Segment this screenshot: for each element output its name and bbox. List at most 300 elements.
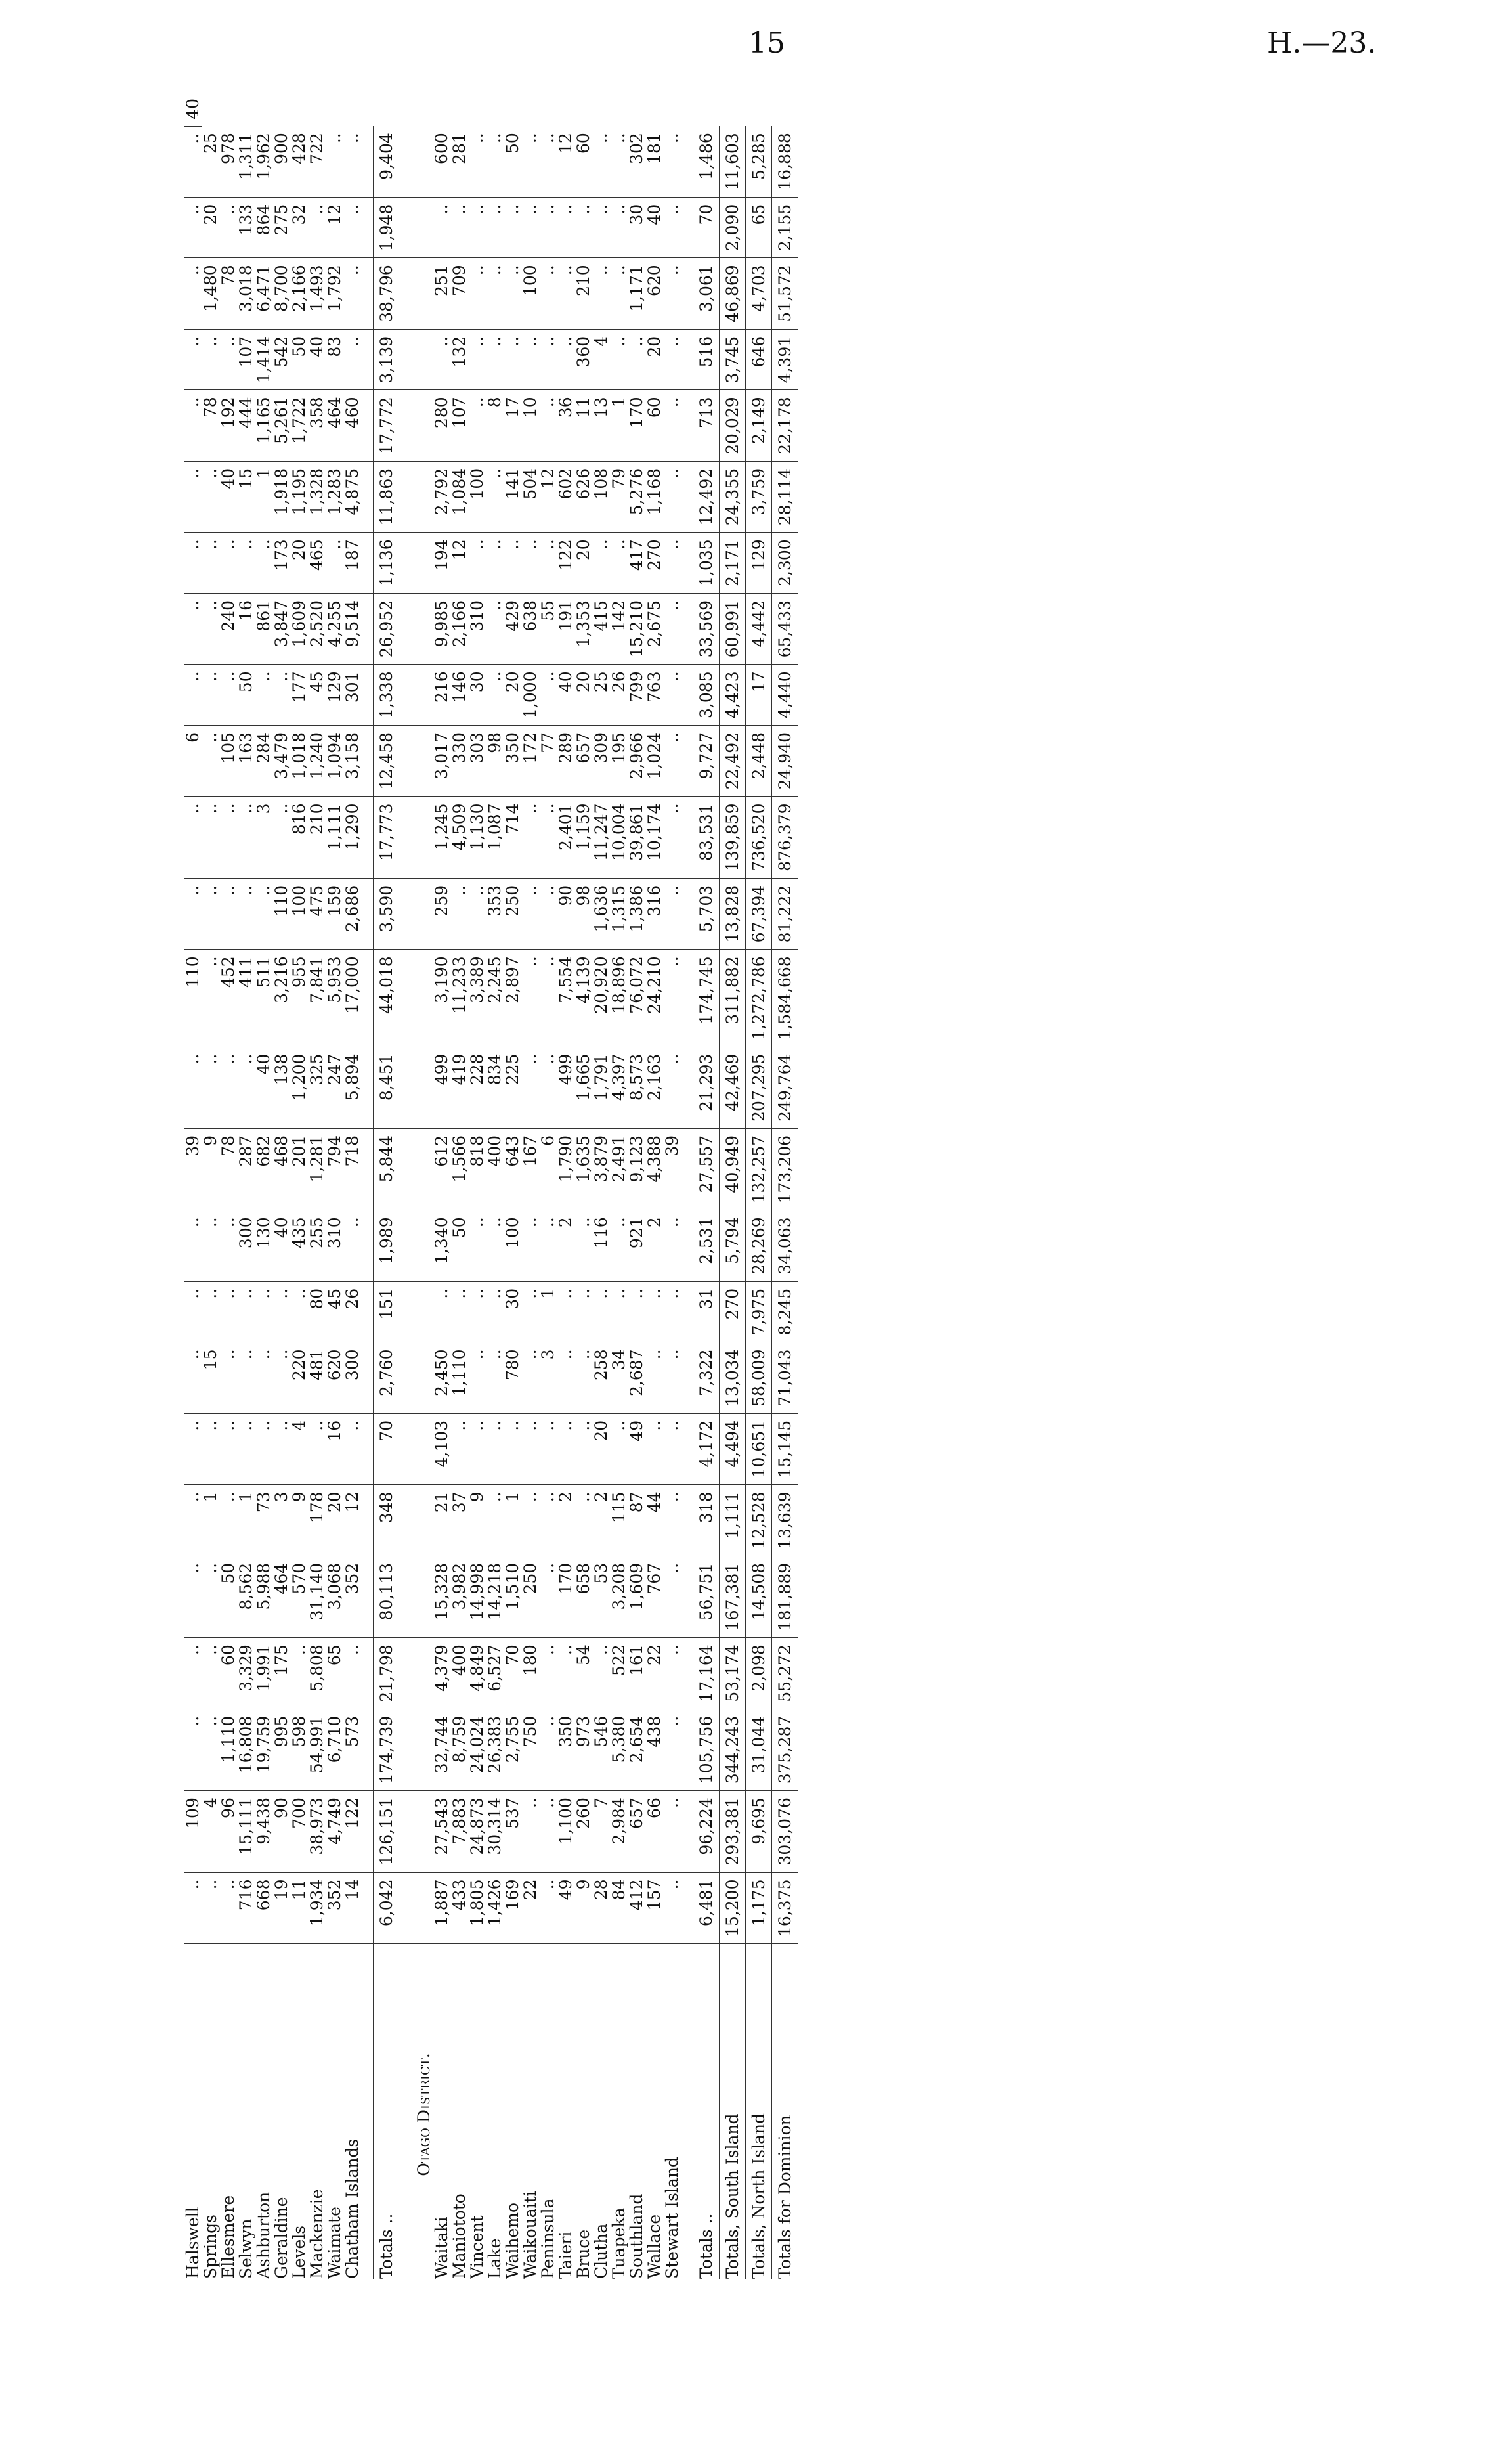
table-cell: 3,061	[693, 258, 720, 329]
table-cell: 1,000	[521, 665, 539, 726]
table-cell: 4,379	[433, 1638, 450, 1709]
spacer-row	[681, 92, 693, 2279]
table-cell: 10,174	[645, 797, 663, 878]
table-cell: ..	[539, 1791, 557, 1872]
table-cell: 412	[628, 1872, 645, 1943]
table-cell: 40	[255, 1047, 272, 1128]
table-cell: ..	[539, 797, 557, 878]
table-cell: ..	[468, 1413, 486, 1484]
table-cell: 2,166	[450, 593, 468, 664]
table-cell: 2,448	[746, 725, 772, 796]
table-cell: ..	[450, 1281, 468, 1342]
table-cell: 17	[746, 665, 772, 726]
row-label: Taieri	[556, 2231, 575, 2279]
table-cell: 49	[628, 1413, 645, 1484]
table-cell: 170	[628, 390, 645, 461]
table-cell: 132,257	[746, 1128, 772, 1210]
rotated-statistics-table	[184, 0, 1418, 2279]
table-cell: 1,584,668	[772, 950, 798, 1047]
table-cell: 66	[645, 1791, 663, 1872]
table-cell: 780	[504, 1342, 521, 1413]
table-cell: 174,739	[374, 1709, 400, 1790]
table-cell: 50	[219, 1556, 237, 1637]
table-cell: ..	[663, 1791, 681, 1872]
table-cell: 4,509	[450, 797, 468, 878]
table-cell: 311,882	[720, 950, 746, 1047]
table-cell: 350	[557, 1709, 574, 1790]
table-cell: ..	[504, 1413, 521, 1484]
table-cell: 1,168	[645, 461, 663, 532]
table-cell: 3,847	[272, 593, 290, 664]
table-cell: ..	[184, 1638, 202, 1709]
table-cell: ..	[539, 1485, 557, 1556]
table-cell: 360	[574, 329, 592, 390]
table-cell: ..	[610, 1210, 628, 1281]
table-cell: ..	[184, 1485, 202, 1556]
table-cell: ..	[184, 593, 202, 664]
table-cell: 259	[433, 878, 450, 949]
table-cell: 433	[450, 1872, 468, 1943]
table-cell: 139,859	[720, 797, 746, 878]
table-cell: 20	[645, 329, 663, 390]
table-cell: 14,218	[486, 1556, 504, 1637]
table-cell: ..	[343, 197, 361, 258]
table-cell: 180	[521, 1638, 539, 1709]
table-cell: 27,543	[433, 1791, 450, 1872]
table-cell: ..	[290, 1281, 308, 1342]
table-cell: 12	[343, 1485, 361, 1556]
table-cell: 26,383	[486, 1709, 504, 1790]
table-cell: 657	[574, 725, 592, 796]
table-cell: 21,293	[693, 1047, 720, 1128]
table-cell: 3,208	[610, 1556, 628, 1637]
row-label: Tuapeka	[609, 2207, 628, 2279]
table-cell: 6,481	[693, 1872, 720, 1943]
table-cell: 17	[504, 390, 521, 461]
table-cell: 167,381	[720, 1556, 746, 1637]
table-cell: 2,149	[746, 390, 772, 461]
table-cell: 24,873	[468, 1791, 486, 1872]
table-cell: 1,426	[486, 1872, 504, 1943]
table-cell: 464	[326, 390, 343, 461]
table-cell: ..	[663, 725, 681, 796]
table-cell: 1,110	[219, 1709, 237, 1790]
table-cell: ..	[592, 258, 610, 329]
table-cell: 17,164	[693, 1638, 720, 1709]
table-cell: 3,190	[433, 950, 450, 1047]
table-cell: 270	[645, 533, 663, 594]
table-cell: 3,329	[237, 1638, 255, 1709]
spacer-row	[361, 92, 374, 2279]
table-cell: 159	[326, 878, 343, 949]
table-cell: 638	[521, 593, 539, 664]
table-cell: 1,414	[255, 329, 272, 390]
table-cell: 1,283	[326, 461, 343, 532]
table-cell: 2,491	[610, 1128, 628, 1210]
table-cell: ..	[574, 197, 592, 258]
table-cell: 4,388	[645, 1128, 663, 1210]
table-cell: 1,665	[574, 1047, 592, 1128]
table-cell: ..	[184, 126, 202, 197]
table-cell: ..	[663, 950, 681, 1047]
table-cell: 11	[574, 390, 592, 461]
table-cell: 28,269	[746, 1210, 772, 1281]
table-cell: 54	[574, 1638, 592, 1709]
table-cell: 2,686	[343, 878, 361, 949]
table-cell: 658	[574, 1556, 592, 1637]
table-cell: 4,440	[772, 665, 798, 726]
table-cell: 3,389	[468, 950, 486, 1047]
table-cell: 15,200	[720, 1872, 746, 1943]
table-cell: 1,165	[255, 390, 272, 461]
table-cell: 1,386	[628, 878, 645, 949]
table-cell: ..	[255, 878, 272, 949]
table-cell: ..	[610, 533, 628, 594]
table-cell: 250	[504, 878, 521, 949]
table-cell: ..	[290, 1638, 308, 1709]
table-cell: 7,554	[557, 950, 574, 1047]
table-cell: ..	[184, 1872, 202, 1943]
table-cell: ..	[184, 461, 202, 532]
table-cell: ..	[521, 950, 539, 1047]
row-label: Waitaki	[432, 2216, 451, 2279]
table-cell: 1,480	[202, 258, 219, 329]
table-cell: ..	[504, 197, 521, 258]
table-cell: 6	[184, 725, 202, 796]
table-cell: ..	[202, 1556, 219, 1637]
table-cell: ..	[521, 797, 539, 878]
table-cell: ..	[663, 1210, 681, 1281]
table-cell: ..	[663, 1709, 681, 1790]
table-cell: 300	[343, 1342, 361, 1413]
table-cell: 5,953	[326, 950, 343, 1047]
table-cell: 161	[628, 1638, 645, 1709]
table-cell: 2	[592, 1485, 610, 1556]
table-row	[521, 92, 539, 2279]
table-cell: 172	[521, 725, 539, 796]
table-cell: ..	[521, 126, 539, 197]
table-cell: 11,863	[374, 461, 400, 532]
table-cell: 16	[237, 593, 255, 664]
row-label: Springs	[201, 2214, 220, 2279]
table-cell: 9,514	[343, 593, 361, 664]
table-cell: 573	[343, 1709, 361, 1790]
table-cell: 32,744	[433, 1709, 450, 1790]
table-cell: ..	[504, 329, 521, 390]
row-label: Ashburton	[254, 2191, 273, 2279]
table-cell: 464	[272, 1556, 290, 1637]
table-cell: ..	[202, 329, 219, 390]
table-row	[219, 92, 237, 2279]
table-cell: ..	[610, 1281, 628, 1342]
table-cell: 460	[343, 390, 361, 461]
table-cell: ..	[663, 593, 681, 664]
table-cell: ..	[184, 1281, 202, 1342]
table-row	[202, 92, 219, 2279]
table-cell: ..	[237, 1047, 255, 1128]
table-cell: 763	[645, 665, 663, 726]
table-cell: 20,920	[592, 950, 610, 1047]
table-cell: 24,210	[645, 950, 663, 1047]
table-cell: 169	[504, 1872, 521, 1943]
table-cell: ..	[219, 1210, 237, 1281]
table-cell: 14,998	[468, 1556, 486, 1637]
table-cell: 201	[290, 1128, 308, 1210]
table-cell: 25	[592, 665, 610, 726]
table-cell: ..	[343, 1638, 361, 1709]
table-cell: 110	[184, 950, 202, 1047]
table-cell: 105,756	[693, 1709, 720, 1790]
table-cell: 1,315	[610, 878, 628, 949]
table-cell: 14	[343, 1872, 361, 1943]
table-cell: ..	[663, 878, 681, 949]
table-cell: ..	[255, 665, 272, 726]
table-cell: ..	[219, 197, 237, 258]
table-cell: ..	[574, 1342, 592, 1413]
table-cell: ..	[272, 1281, 290, 1342]
table-cell: 38,796	[374, 258, 400, 329]
table-cell: 192	[219, 390, 237, 461]
table-cell: 289	[557, 725, 574, 796]
table-cell: ..	[504, 533, 521, 594]
table-cell: 709	[450, 258, 468, 329]
table-cell: 300	[237, 1210, 255, 1281]
table-cell: 194	[433, 533, 450, 594]
table-cell: 80,113	[374, 1556, 400, 1637]
table-cell: 65,433	[772, 593, 798, 664]
table-cell: ..	[521, 1047, 539, 1128]
table-cell: ..	[468, 878, 486, 949]
table-cell: 1,136	[374, 533, 400, 594]
table-cell: 30	[628, 197, 645, 258]
totals-row	[693, 92, 720, 2279]
table-cell: 3,017	[433, 725, 450, 796]
table-cell: ..	[184, 197, 202, 258]
table-cell: 348	[374, 1485, 400, 1556]
table-cell: 170	[557, 1556, 574, 1637]
table-cell: 15,328	[433, 1556, 450, 1637]
table-cell: 42,469	[720, 1047, 746, 1128]
table-cell: 1,609	[290, 593, 308, 664]
table-row	[433, 92, 450, 2279]
table-cell: 1,328	[308, 461, 326, 532]
table-cell: 12,528	[746, 1485, 772, 1556]
table-cell: ..	[202, 797, 219, 878]
table-cell: 116	[592, 1210, 610, 1281]
table-cell: ..	[610, 197, 628, 258]
table-cell: 255	[308, 1210, 326, 1281]
table-cell: ..	[539, 1047, 557, 1128]
table-cell: ..	[574, 1413, 592, 1484]
table-cell: 1,245	[433, 797, 450, 878]
table-cell: 178	[308, 1485, 326, 1556]
table-cell: 38,973	[308, 1791, 326, 1872]
table-cell: 1,934	[308, 1872, 326, 1943]
table-cell: 210	[574, 258, 592, 329]
table-cell: 71,043	[772, 1342, 798, 1413]
summary-row	[772, 92, 798, 2279]
table-cell: 353	[486, 878, 504, 949]
table-cell: 973	[574, 1709, 592, 1790]
table-cell: 39	[184, 1128, 202, 1210]
table-cell: ..	[663, 1047, 681, 1128]
table-cell: 22	[521, 1872, 539, 1943]
table-cell: ..	[237, 797, 255, 878]
table-cell: 14,508	[746, 1556, 772, 1637]
stock-statistics-table	[184, 92, 798, 2279]
table-cell: 46,869	[720, 258, 746, 329]
table-cell: ..	[468, 1210, 486, 1281]
table-cell: 142	[610, 593, 628, 664]
table-cell: 1,094	[326, 725, 343, 796]
table-cell: 310	[326, 1210, 343, 1281]
table-cell: 13,828	[720, 878, 746, 949]
table-cell: 56,751	[693, 1556, 720, 1637]
table-cell: 415	[592, 593, 610, 664]
table-cell: ..	[272, 1342, 290, 1413]
table-cell: 87	[628, 1485, 645, 1556]
table-cell: ..	[343, 258, 361, 329]
table-cell: 40,949	[720, 1128, 746, 1210]
table-cell: 864	[255, 197, 272, 258]
table-cell: 352	[343, 1556, 361, 1637]
table-cell: 2,520	[308, 593, 326, 664]
table-cell: 1,281	[308, 1128, 326, 1210]
table-cell: 468	[272, 1128, 290, 1210]
section-heading-row	[399, 92, 433, 2279]
table-cell: 9,985	[433, 593, 450, 664]
table-cell: 16,808	[237, 1709, 255, 1790]
table-cell: 53,174	[720, 1638, 746, 1709]
table-cell: 465	[308, 533, 326, 594]
table-cell: 11,247	[592, 797, 610, 878]
table-cell: 481	[308, 1342, 326, 1413]
table-cell: 668	[255, 1872, 272, 1943]
table-cell: 2,171	[720, 533, 746, 594]
table-cell: 30	[468, 665, 486, 726]
table-cell: 78	[219, 258, 237, 329]
table-cell: ..	[557, 329, 574, 390]
table-cell: ..	[219, 1872, 237, 1943]
table-cell: 5,794	[720, 1210, 746, 1281]
table-cell: ..	[539, 1872, 557, 1943]
table-cell: 54,991	[308, 1709, 326, 1790]
table-row	[539, 92, 557, 2279]
table-cell: ..	[486, 258, 504, 329]
table-cell: ..	[663, 461, 681, 532]
row-label: Waihemo	[503, 2202, 522, 2279]
table-cell: 1,486	[693, 126, 720, 197]
table-cell: ..	[486, 126, 504, 197]
table-cell: ..	[237, 878, 255, 949]
table-cell: 3,590	[374, 878, 400, 949]
row-label: Lake	[485, 2238, 504, 2279]
table-cell: 70	[374, 1413, 400, 1484]
table-cell: 1,130	[468, 797, 486, 878]
table-cell: 260	[574, 1791, 592, 1872]
table-cell: 602	[557, 461, 574, 532]
table-cell: 310	[468, 593, 486, 664]
table-cell: 129	[746, 533, 772, 594]
table-cell: ..	[645, 1281, 663, 1342]
table-cell: 4,397	[610, 1047, 628, 1128]
table-cell: 1,024	[645, 725, 663, 796]
table-cell: 3,018	[237, 258, 255, 329]
table-cell: 9,695	[746, 1791, 772, 1872]
table-cell: 15	[237, 461, 255, 532]
table-cell: 13,639	[772, 1485, 798, 1556]
table-cell: 504	[521, 461, 539, 532]
table-cell: 8	[486, 390, 504, 461]
table-cell: ..	[343, 126, 361, 197]
table-cell: 4,703	[746, 258, 772, 329]
table-cell: ..	[219, 1485, 237, 1556]
row-label: Vincent	[467, 2215, 486, 2279]
row-label: Stewart Island	[662, 2157, 681, 2279]
table-cell: ..	[486, 593, 504, 664]
table-cell: ..	[326, 533, 343, 594]
table-cell: 2	[645, 1210, 663, 1281]
row-label: Ellesmere	[219, 2195, 238, 2279]
table-cell: ..	[343, 1210, 361, 1281]
table-row	[237, 92, 255, 2279]
table-cell: ..	[237, 1342, 255, 1413]
table-cell: 876,379	[772, 797, 798, 878]
table-cell: 978	[219, 126, 237, 197]
table-cell: ..	[663, 329, 681, 390]
table-cell: 275	[272, 197, 290, 258]
table-cell: ..	[219, 329, 237, 390]
table-cell: ..	[486, 1485, 504, 1556]
table-cell: 995	[272, 1709, 290, 1790]
table-cell: 722	[308, 126, 326, 197]
table-cell: 10	[521, 390, 539, 461]
table-cell: 542	[272, 329, 290, 390]
table-cell: 6,527	[486, 1638, 504, 1709]
table-cell: 70	[504, 1638, 521, 1709]
table-row	[468, 92, 486, 2279]
table-cell: ..	[521, 1791, 539, 1872]
table-cell: 344,243	[720, 1709, 746, 1790]
table-cell: ..	[184, 329, 202, 390]
row-label: Southland	[627, 2193, 646, 2279]
table-cell: 67,394	[746, 878, 772, 949]
table-cell: 2,090	[720, 197, 746, 258]
table-cell: 5,380	[610, 1709, 628, 1790]
table-cell: ..	[663, 1281, 681, 1342]
table-cell: 1,087	[486, 797, 504, 878]
table-cell: 2,166	[290, 258, 308, 329]
table-cell: 1,792	[326, 258, 343, 329]
table-cell: 444	[237, 390, 255, 461]
table-cell: 15,145	[772, 1413, 798, 1484]
table-cell: ..	[237, 1413, 255, 1484]
table-cell: 537	[504, 1791, 521, 1872]
table-cell: ..	[202, 1638, 219, 1709]
table-cell: 8,562	[237, 1556, 255, 1637]
page-number: 15	[748, 26, 785, 60]
table-cell: 861	[255, 593, 272, 664]
table-cell: ..	[272, 797, 290, 878]
table-cell: 65	[326, 1638, 343, 1709]
table-cell: ..	[663, 197, 681, 258]
table-cell: ..	[539, 197, 557, 258]
table-cell: 4,442	[746, 593, 772, 664]
table-cell: 1	[202, 1485, 219, 1556]
table-cell: 1,338	[374, 665, 400, 726]
table-cell: ..	[184, 390, 202, 461]
table-cell: ..	[539, 390, 557, 461]
